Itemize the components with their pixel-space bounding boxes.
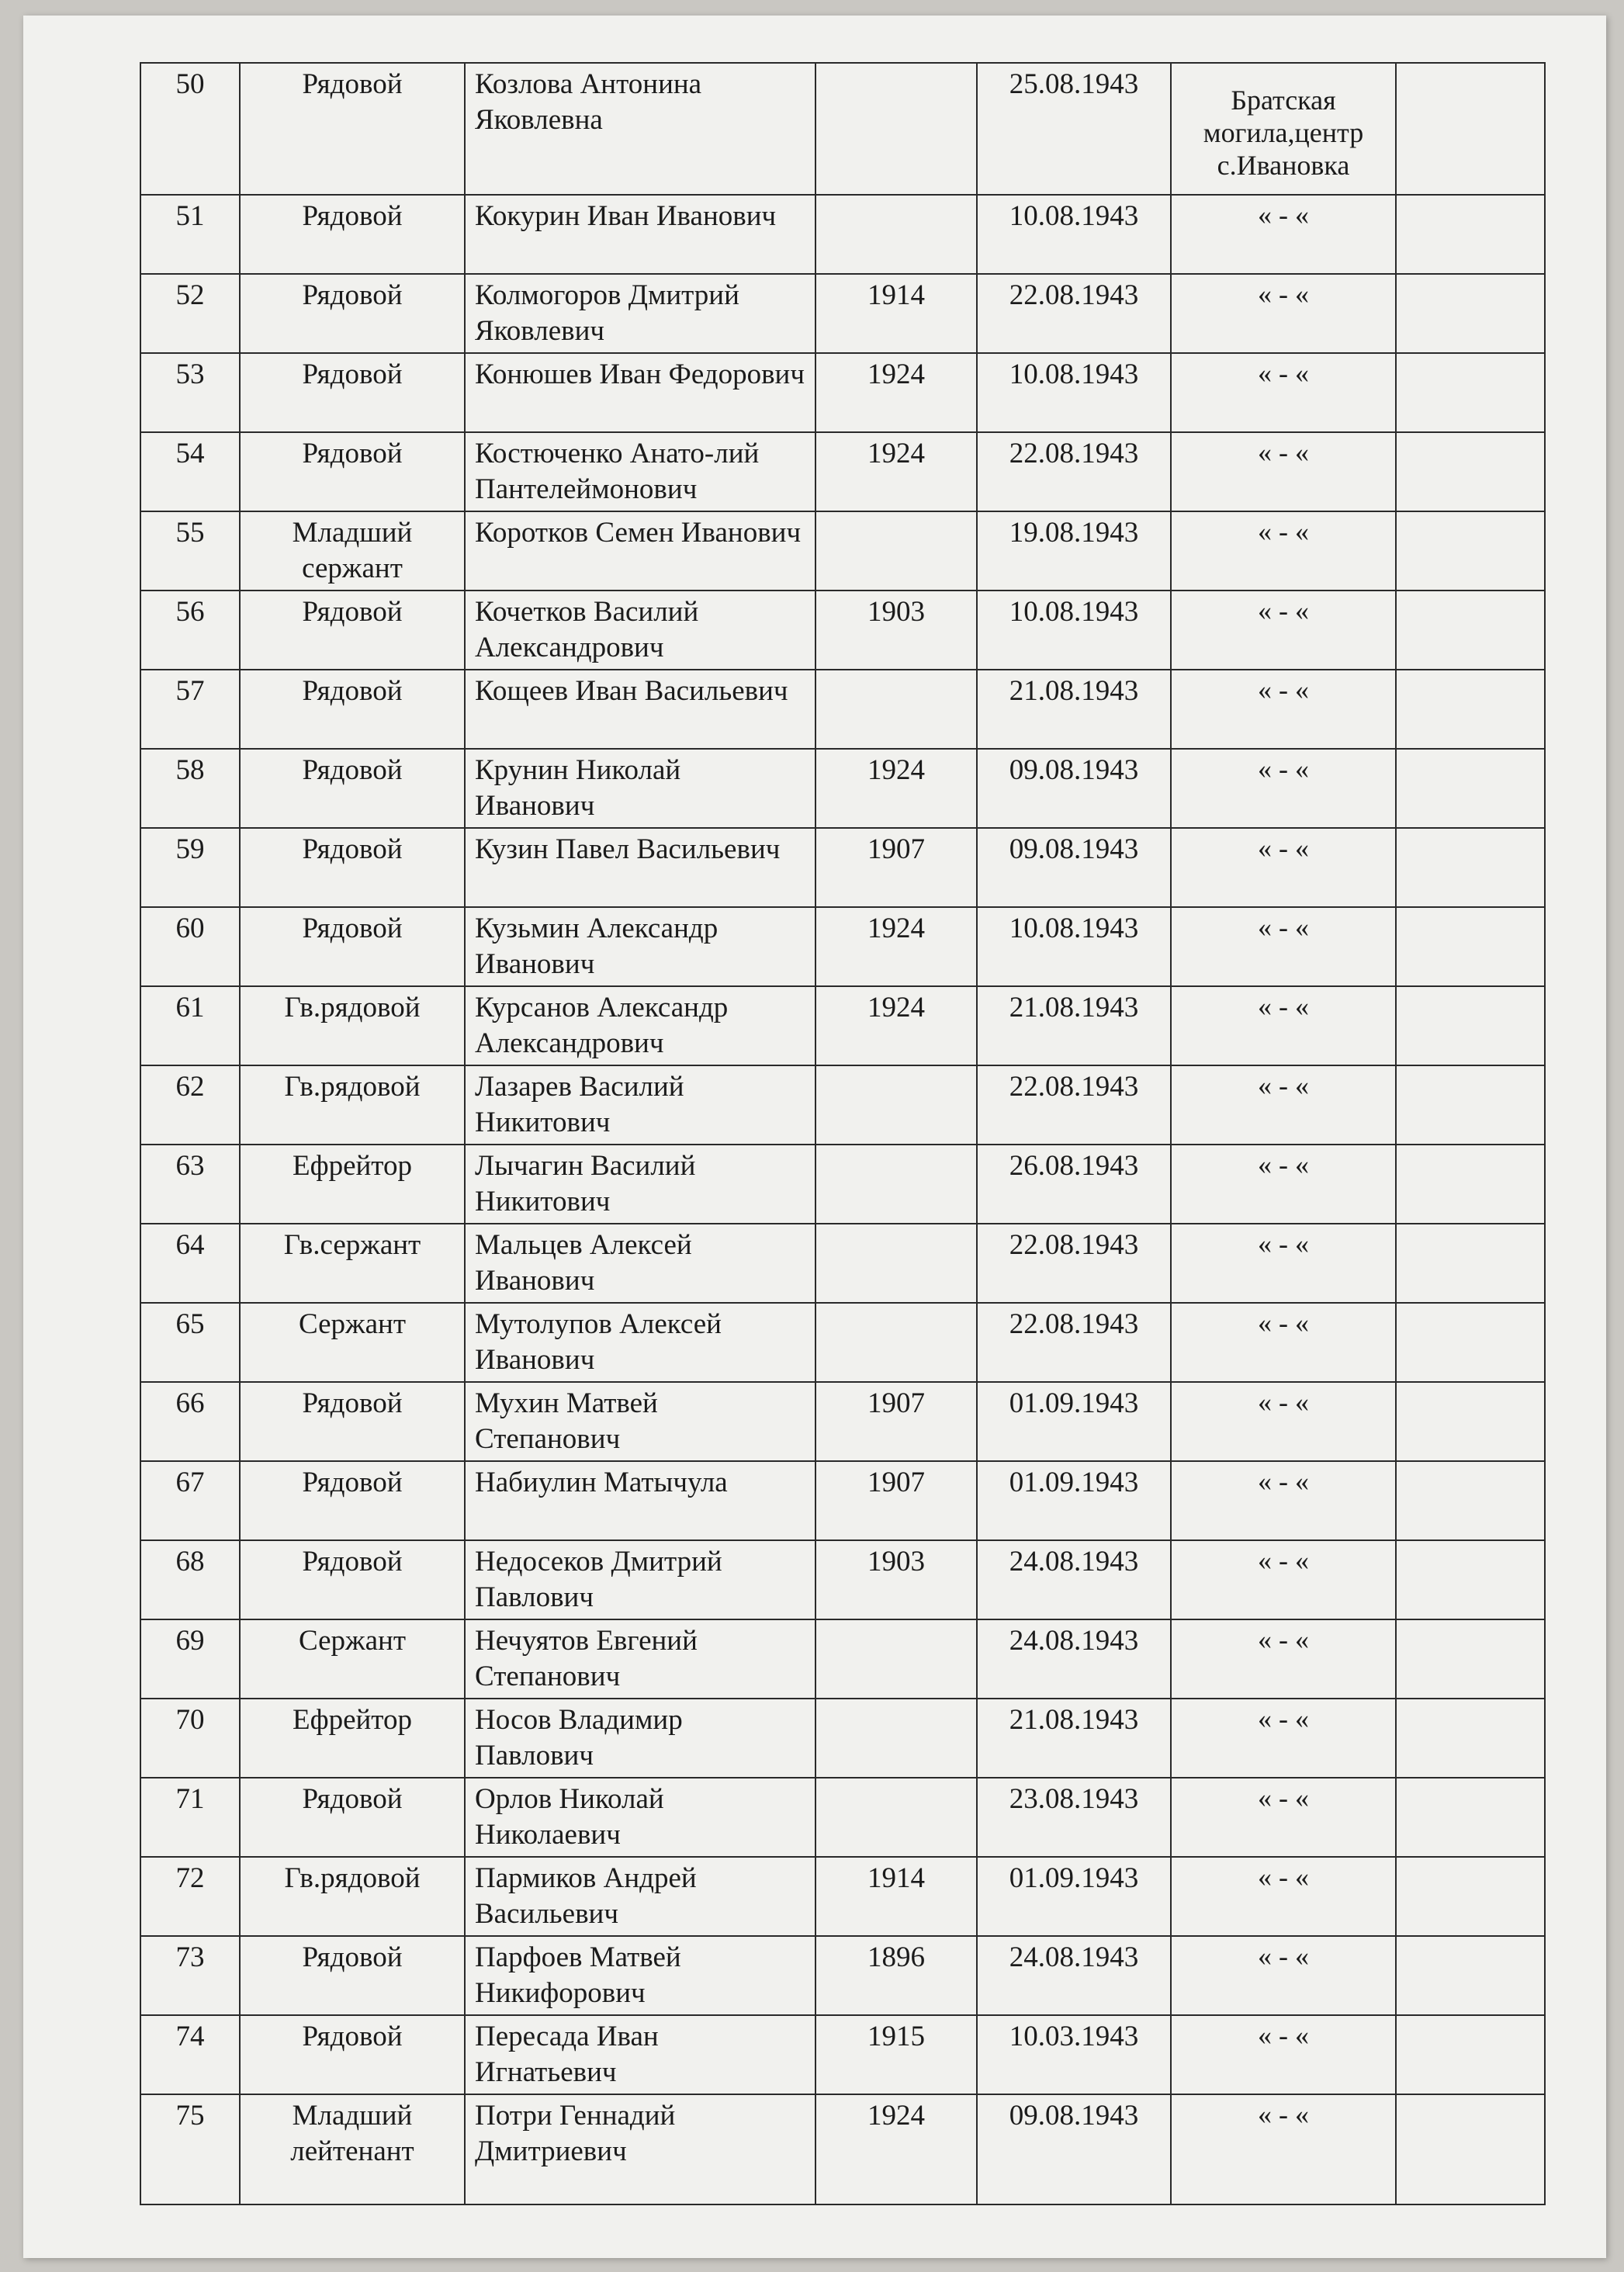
note-cell [1396,1145,1545,1224]
burial-place-cell: « - « [1171,986,1396,1065]
note-cell [1396,1540,1545,1619]
burial-place-cell: « - « [1171,1461,1396,1540]
rank-cell: Рядовой [240,1936,465,2015]
rank-cell: Рядовой [240,1540,465,1619]
table-row [140,670,1545,749]
full-name-cell: Пармиков Андрей Васильевич [465,1857,815,1936]
burial-place-cell: « - « [1171,828,1396,907]
table-row [140,1461,1545,1540]
row-number-cell: 56 [140,591,240,670]
death-date-cell: 10.03.1943 [977,2015,1171,2094]
birth-year-cell [815,1778,977,1857]
birth-year-cell [815,1303,977,1382]
table-row [140,274,1545,353]
full-name-cell: Кузин Павел Васильевич [465,828,815,907]
burial-place-cell: « - « [1171,2015,1396,2094]
row-number-cell: 61 [140,986,240,1065]
table-row [140,1619,1545,1699]
rank-cell: Рядовой [240,907,465,986]
table-body [140,63,1545,2204]
death-date-cell: 19.08.1943 [977,511,1171,591]
burial-place-cell: « - « [1171,353,1396,432]
burial-place-cell: « - « [1171,907,1396,986]
row-number-cell: 57 [140,670,240,749]
birth-year-cell: 1907 [815,1461,977,1540]
row-number-cell: 60 [140,907,240,986]
note-cell [1396,1699,1545,1778]
burial-place-cell: « - « [1171,1778,1396,1857]
note-cell [1396,195,1545,274]
rank-cell: Рядовой [240,353,465,432]
death-date-cell: 09.08.1943 [977,749,1171,828]
full-name-cell: Кочетков Василий Александрович [465,591,815,670]
burial-place-cell: « - « [1171,1382,1396,1461]
rank-cell: Гв.рядовой [240,1065,465,1145]
death-date-cell: 10.08.1943 [977,353,1171,432]
birth-year-cell: 1907 [815,828,977,907]
rank-cell: Рядовой [240,63,465,195]
row-number-cell: 73 [140,1936,240,2015]
burial-place-cell: « - « [1171,274,1396,353]
death-date-cell: 21.08.1943 [977,670,1171,749]
table-row [140,1699,1545,1778]
burial-place-cell: Братская могила,центр с.Ивановка [1171,63,1396,195]
table-row [140,2015,1545,2094]
table-row [140,1303,1545,1382]
note-cell [1396,2015,1545,2094]
table-row [140,432,1545,511]
full-name-cell: Лазарев Василий Никитович [465,1065,815,1145]
table-row [140,749,1545,828]
full-name-cell: Лычагин Василий Никитович [465,1145,815,1224]
death-date-cell: 24.08.1943 [977,1540,1171,1619]
rank-cell: Сержант [240,1303,465,1382]
note-cell [1396,1382,1545,1461]
death-date-cell: 26.08.1943 [977,1145,1171,1224]
birth-year-cell: 1924 [815,432,977,511]
table-row [140,353,1545,432]
table-row [140,1065,1545,1145]
burial-place-cell: « - « [1171,1540,1396,1619]
row-number-cell: 66 [140,1382,240,1461]
full-name-cell: Козлова Антонина Яковлевна [465,63,815,195]
note-cell [1396,2094,1545,2204]
birth-year-cell: 1924 [815,986,977,1065]
rank-cell: Рядовой [240,432,465,511]
rank-cell: Рядовой [240,1382,465,1461]
note-cell [1396,986,1545,1065]
table-row [140,828,1545,907]
rank-cell: Рядовой [240,1461,465,1540]
full-name-cell: Курсанов Александр Александрович [465,986,815,1065]
birth-year-cell: 1924 [815,907,977,986]
rank-cell: Младший сержант [240,511,465,591]
rank-cell: Младший лейтенант [240,2094,465,2204]
death-date-cell: 23.08.1943 [977,1778,1171,1857]
death-date-cell: 09.08.1943 [977,2094,1171,2204]
birth-year-cell [815,1619,977,1699]
burial-place-cell: « - « [1171,1857,1396,1936]
rank-cell: Гв.сержант [240,1224,465,1303]
table-row [140,2094,1545,2204]
burial-place-cell: « - « [1171,511,1396,591]
row-number-cell: 75 [140,2094,240,2204]
full-name-cell: Крунин Николай Иванович [465,749,815,828]
birth-year-cell [815,63,977,195]
rank-cell: Рядовой [240,828,465,907]
rank-cell: Рядовой [240,749,465,828]
burial-place-cell: « - « [1171,195,1396,274]
note-cell [1396,353,1545,432]
full-name-cell: Кощеев Иван Васильевич [465,670,815,749]
birth-year-cell [815,511,977,591]
death-date-cell: 22.08.1943 [977,432,1171,511]
table-row [140,63,1545,195]
death-date-cell: 10.08.1943 [977,591,1171,670]
full-name-cell: Пересада Иван Игнатьевич [465,2015,815,2094]
table-row [140,986,1545,1065]
note-cell [1396,1303,1545,1382]
birth-year-cell: 1914 [815,274,977,353]
birth-year-cell: 1896 [815,1936,977,2015]
burial-place-cell: « - « [1171,1303,1396,1382]
death-date-cell: 21.08.1943 [977,1699,1171,1778]
rank-cell: Рядовой [240,274,465,353]
burial-place-cell: « - « [1171,2094,1396,2204]
row-number-cell: 62 [140,1065,240,1145]
full-name-cell: Парфоев Матвей Никифорович [465,1936,815,2015]
birth-year-cell: 1924 [815,749,977,828]
birth-year-cell [815,1699,977,1778]
full-name-cell: Нечуятов Евгений Степанович [465,1619,815,1699]
full-name-cell: Кокурин Иван Иванович [465,195,815,274]
burial-place-cell: « - « [1171,432,1396,511]
birth-year-cell [815,670,977,749]
note-cell [1396,1619,1545,1699]
note-cell [1396,274,1545,353]
death-date-cell: 22.08.1943 [977,274,1171,353]
table-row [140,1224,1545,1303]
note-cell [1396,1936,1545,2015]
row-number-cell: 64 [140,1224,240,1303]
note-cell [1396,1857,1545,1936]
birth-year-cell: 1907 [815,1382,977,1461]
table-row [140,1778,1545,1857]
death-date-cell: 22.08.1943 [977,1224,1171,1303]
death-date-cell: 10.08.1943 [977,195,1171,274]
table-row [140,907,1545,986]
rank-cell: Ефрейтор [240,1699,465,1778]
rank-cell: Рядовой [240,591,465,670]
full-name-cell: Набиулин Матычула [465,1461,815,1540]
burial-place-cell: « - « [1171,749,1396,828]
note-cell [1396,1778,1545,1857]
row-number-cell: 70 [140,1699,240,1778]
birth-year-cell: 1903 [815,591,977,670]
burial-place-cell: « - « [1171,1619,1396,1699]
table-row [140,195,1545,274]
rank-cell: Сержант [240,1619,465,1699]
death-date-cell: 01.09.1943 [977,1461,1171,1540]
death-date-cell: 25.08.1943 [977,63,1171,195]
note-cell [1396,1065,1545,1145]
rank-cell: Рядовой [240,195,465,274]
rank-cell: Рядовой [240,2015,465,2094]
birth-year-cell: 1924 [815,2094,977,2204]
table-row [140,1382,1545,1461]
note-cell [1396,63,1545,195]
full-name-cell: Потри Геннадий Дмитриевич [465,2094,815,2204]
birth-year-cell [815,1224,977,1303]
document-page [23,16,1606,2258]
row-number-cell: 52 [140,274,240,353]
note-cell [1396,511,1545,591]
row-number-cell: 53 [140,353,240,432]
full-name-cell: Мутолупов Алексей Иванович [465,1303,815,1382]
full-name-cell: Носов Владимир Павлович [465,1699,815,1778]
note-cell [1396,907,1545,986]
full-name-cell: Недосеков Дмитрий Павлович [465,1540,815,1619]
row-number-cell: 63 [140,1145,240,1224]
note-cell [1396,1461,1545,1540]
note-cell [1396,1224,1545,1303]
table-row [140,1145,1545,1224]
row-number-cell: 68 [140,1540,240,1619]
burial-place-cell: « - « [1171,1936,1396,2015]
note-cell [1396,591,1545,670]
note-cell [1396,670,1545,749]
full-name-cell: Орлов Николай Николаевич [465,1778,815,1857]
full-name-cell: Конюшев Иван Федорович [465,353,815,432]
burial-place-cell: « - « [1171,1699,1396,1778]
table-row [140,1857,1545,1936]
death-date-cell: 09.08.1943 [977,828,1171,907]
burial-place-cell: « - « [1171,1065,1396,1145]
full-name-cell: Коротков Семен Иванович [465,511,815,591]
rank-cell: Рядовой [240,1778,465,1857]
row-number-cell: 55 [140,511,240,591]
row-number-cell: 51 [140,195,240,274]
row-number-cell: 59 [140,828,240,907]
row-number-cell: 69 [140,1619,240,1699]
full-name-cell: Кузьмин Александр Иванович [465,907,815,986]
row-number-cell: 54 [140,432,240,511]
row-number-cell: 58 [140,749,240,828]
birth-year-cell [815,1065,977,1145]
full-name-cell: Мальцев Алексей Иванович [465,1224,815,1303]
rank-cell: Гв.рядовой [240,1857,465,1936]
table-row [140,1936,1545,2015]
birth-year-cell: 1914 [815,1857,977,1936]
row-number-cell: 65 [140,1303,240,1382]
full-name-cell: Мухин Матвей Степанович [465,1382,815,1461]
note-cell [1396,749,1545,828]
note-cell [1396,432,1545,511]
table-row [140,591,1545,670]
death-date-cell: 01.09.1943 [977,1857,1171,1936]
death-date-cell: 01.09.1943 [977,1382,1171,1461]
burial-place-cell: « - « [1171,1224,1396,1303]
death-date-cell: 21.08.1943 [977,986,1171,1065]
birth-year-cell: 1903 [815,1540,977,1619]
rank-cell: Рядовой [240,670,465,749]
burial-place-cell: « - « [1171,670,1396,749]
rank-cell: Ефрейтор [240,1145,465,1224]
death-date-cell: 24.08.1943 [977,1936,1171,2015]
table-row [140,511,1545,591]
full-name-cell: Колмогоров Дмитрий Яковлевич [465,274,815,353]
death-date-cell: 24.08.1943 [977,1619,1171,1699]
note-cell [1396,828,1545,907]
birth-year-cell: 1924 [815,353,977,432]
death-date-cell: 10.08.1943 [977,907,1171,986]
row-number-cell: 67 [140,1461,240,1540]
rank-cell: Гв.рядовой [240,986,465,1065]
death-date-cell: 22.08.1943 [977,1065,1171,1145]
row-number-cell: 50 [140,63,240,195]
burial-place-cell: « - « [1171,591,1396,670]
full-name-cell: Костюченко Анато-лий Пантелеймонович [465,432,815,511]
row-number-cell: 71 [140,1778,240,1857]
birth-year-cell [815,195,977,274]
memorial-list-table [140,62,1546,2205]
death-date-cell: 22.08.1943 [977,1303,1171,1382]
birth-year-cell [815,1145,977,1224]
birth-year-cell: 1915 [815,2015,977,2094]
burial-place-cell: « - « [1171,1145,1396,1224]
table-row [140,1540,1545,1619]
row-number-cell: 72 [140,1857,240,1936]
row-number-cell: 74 [140,2015,240,2094]
